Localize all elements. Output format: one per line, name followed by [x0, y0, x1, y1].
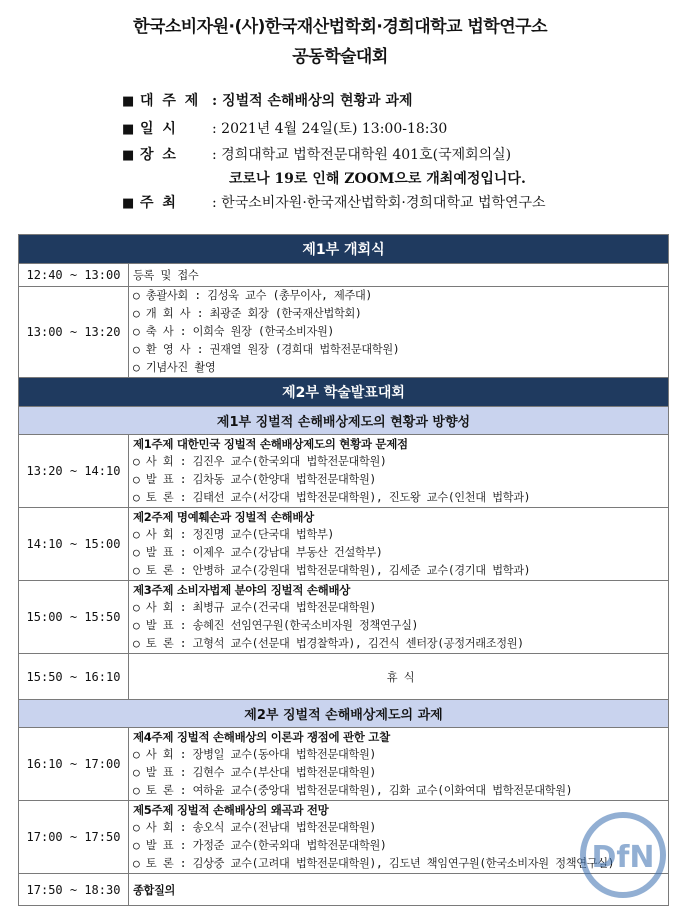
list-item: ○ 사 회 : 장병일 교수(동아대 법학전문대학원)	[133, 748, 376, 761]
list-item: ○ 발 표 : 김현수 교수(부산대 법학전문대학원)	[133, 766, 376, 779]
list-item: ○ 토 론 : 고형석 교수(선문대 법경찰학과), 김건식 센터장(공정거래조정원)	[133, 637, 524, 650]
square-bullet-icon: ■	[122, 148, 135, 163]
closing-cell: 종합질의	[129, 874, 669, 906]
list-item: ○ 환 영 사 : 권재열 원장 (경희대 법학전문대학원)	[133, 343, 400, 356]
square-bullet-icon: ■	[122, 94, 135, 109]
session-header-2: 제2부 징벌적 손해배상제도의 과제	[19, 700, 669, 728]
table-row	[19, 508, 669, 581]
info-date-value: 2021년 4월 24일(토) 13:00-18:30	[221, 121, 448, 137]
table-row	[19, 264, 669, 287]
info-place: ■ 장 소 : 경희대학교 법학전문대학원 401호(국제회의실)	[122, 144, 511, 164]
info-host: ■ 주 최 : 한국소비자원·한국재산법학회·경희대학교 법학연구소	[122, 192, 546, 212]
info-topic: ■ 대 주 제 : 징벌적 손해배상의 현황과 과제	[122, 90, 412, 110]
table-row	[19, 801, 669, 874]
topic-heading: 제1주제 대한민국 징벌적 손해배상제도의 현황과 문제점	[133, 437, 408, 451]
topic-heading: 제2주제 명예훼손과 징벌적 손해배상	[133, 510, 314, 524]
time-cell: 15:50 ~ 16:10	[19, 654, 129, 700]
info-host-label: 주 최	[140, 195, 178, 211]
table-row	[19, 287, 669, 378]
time-cell: 14:10 ~ 15:00	[19, 508, 129, 581]
topic-heading: 제4주제 징벌적 손해배상의 이론과 쟁점에 관한 고찰	[133, 730, 390, 744]
list-item: ○ 총괄사회 : 김성욱 교수 (총무이사, 제주대)	[133, 289, 372, 302]
list-item: ○ 발 표 : 김차동 교수(한양대 법학전문대학원)	[133, 473, 376, 486]
zoom-notice: 코로나 19로 인해 ZOOM으로 개최예정입니다.	[229, 171, 526, 187]
section-header-part1: 제1부 개회식	[19, 235, 669, 264]
info-date: ■ 일 시 : 2021년 4월 24일(토) 13:00-18:30	[122, 118, 447, 138]
list-item: ○ 토 론 : 김태선 교수(서강대 법학전문대학원), 진도왕 교수(인천대 법학과)	[133, 491, 531, 504]
list-item: ○ 축 사 : 이희숙 원장 (한국소비자원)	[133, 325, 334, 338]
list-item: ○ 토 론 : 여하윤 교수(중앙대 법학전문대학원), 김화 교수(이화여대 법학전문대학원)	[133, 784, 573, 797]
time-cell: 17:00 ~ 17:50	[19, 801, 129, 874]
square-bullet-icon: ■	[122, 122, 135, 137]
time-cell: 17:50 ~ 18:30	[19, 874, 129, 906]
registration-cell: 등록 및 접수	[129, 264, 669, 287]
list-item: ○ 토 론 : 안병하 교수(강원대 법학전문대학원), 김세준 교수(경기대 법학과)	[133, 564, 531, 577]
title-line-2: 공동학술대회	[292, 47, 388, 67]
table-row	[19, 654, 669, 700]
table-row	[19, 581, 669, 654]
list-item: ○ 사 회 : 최병규 교수(건국대 법학전문대학원)	[133, 601, 376, 614]
info-place-value: 경희대학교 법학전문대학원 401호(국제회의실)	[221, 147, 512, 163]
info-topic-value: 징벌적 손해배상의 현황과 과제	[222, 93, 413, 109]
dfn-logo	[578, 810, 668, 900]
list-item: ○ 기념사진 촬영	[133, 361, 216, 374]
list-item: ○ 사 회 : 송오식 교수(전남대 법학전문대학원)	[133, 821, 376, 834]
table-row	[19, 728, 669, 801]
time-cell: 13:20 ~ 14:10	[19, 435, 129, 508]
table-row	[19, 874, 669, 906]
info-host-value: 한국소비자원·한국재산법학회·경희대학교 법학연구소	[221, 195, 546, 211]
topic-heading: 제5주제 징벌적 손해배상의 왜곡과 전망	[133, 803, 329, 817]
topic-cell	[129, 581, 669, 654]
logo-text: DfN	[591, 840, 655, 875]
list-item: ○ 토 론 : 김상중 교수(고려대 법학전문대학원), 김도년 책임연구원(한국소비자원 정책연구실)	[133, 857, 615, 870]
list-item: ○ 발 표 : 송혜진 선임연구원(한국소비자원 정책연구실)	[133, 619, 419, 632]
section-header-part2: 제2부 학술발표대회	[19, 378, 669, 407]
session-header-1: 제1부 징벌적 손해배상제도의 현황과 방향성	[19, 407, 669, 435]
time-cell: 13:00 ~ 13:20	[19, 287, 129, 378]
list-item: ○ 발 표 : 이제우 교수(강남대 부동산 건설학부)	[133, 546, 383, 559]
table-row	[19, 435, 669, 508]
square-bullet-icon: ■	[122, 196, 135, 211]
opening-cell	[129, 287, 669, 378]
info-place-label: 장 소	[140, 147, 178, 163]
time-cell: 15:00 ~ 15:50	[19, 581, 129, 654]
list-item: ○ 개 회 사 : 최광준 회장 (한국재산법학회)	[133, 307, 362, 320]
schedule-table	[18, 234, 669, 906]
break-cell: 휴 식	[129, 654, 669, 700]
list-item: ○ 사 회 : 정진명 교수(단국대 법학부)	[133, 528, 334, 541]
info-date-label: 일 시	[140, 121, 178, 137]
list-item: ○ 사 회 : 김진우 교수(한국외대 법학전문대학원)	[133, 455, 387, 468]
topic-cell	[129, 508, 669, 581]
topic-cell	[129, 728, 669, 801]
topic-heading: 제3주제 소비자법제 분야의 징벌적 손해배상	[133, 583, 351, 597]
topic-cell	[129, 435, 669, 508]
info-topic-label: 대 주 제	[140, 93, 201, 109]
time-cell: 12:40 ~ 13:00	[19, 264, 129, 287]
title-line-1: 한국소비자원·(사)한국재산법학회·경희대학교 법학연구소	[132, 17, 547, 37]
list-item: ○ 발 표 : 가정준 교수(한국외대 법학전문대학원)	[133, 839, 387, 852]
time-cell: 16:10 ~ 17:00	[19, 728, 129, 801]
